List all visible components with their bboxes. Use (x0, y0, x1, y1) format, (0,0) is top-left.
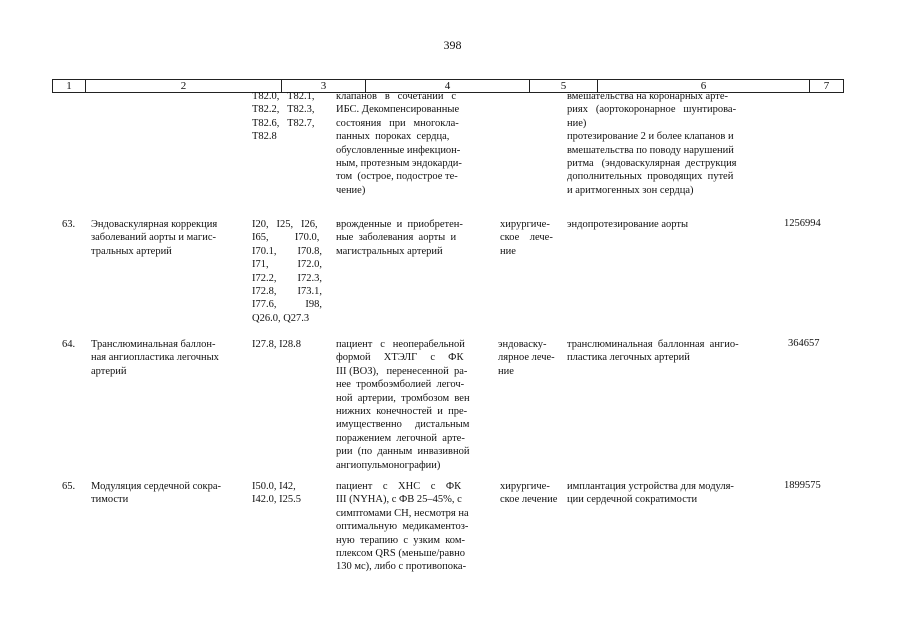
row-64-patient-model: пациент с неоперабельной формой ХТЭЛГ с ФК III (ВОЗ), перенесенной ра- нее тромбоэмболией легоч- ной артерии, тромбозом вен нижних конечностей и пре- имущественно дистальным поражением легочной арте- рии (по данным инвазивной ангиопульмонографии) (336, 339, 470, 471)
row-65-method: имплантация устройства для модуля- ции сердечной сократимости (567, 481, 734, 506)
row-64-number: 64. (62, 339, 76, 350)
page-number: 398 (443, 38, 462, 52)
row-65-cost: 1899575 (784, 480, 821, 491)
row-65-treatment: хирургиче- ское лечение (500, 481, 558, 506)
row-63-treatment: хирургиче- ское лече- ние (500, 219, 553, 257)
row-64-codes: I27.8, I28.8 (252, 339, 301, 350)
cont-patient-model: клапанов в сочетании с ИБС. Декомпенсированные состояния при многокла- панных пороках сердца, обусловленные инфекцион- ным, протезным эндокарди- том (острое, подострое те- чение) (336, 91, 462, 196)
row-65-number: 65. (62, 481, 76, 492)
row-64-method: транслюминальная баллонная ангио- пластика легочных артерий (567, 339, 739, 364)
header-col-6: 6 (598, 80, 810, 92)
header-col-7: 7 (810, 80, 844, 92)
header-col-5: 5 (530, 80, 598, 92)
row-63-patient-model: врожденные и приобретен- ные заболевания аорты и магистральных артерий (336, 219, 463, 257)
row-63-name: Эндоваскулярная коррекция заболеваний аорты и магис- тральных артерий (91, 219, 218, 257)
header-col-4: 4 (366, 80, 530, 92)
row-65-patient-model: пациент с ХНС с ФК III (NYHA), с ФВ 25–45%, с симптомами СН, несмотря на оптимальную медикаментоз- ную терапию с узким ком- плексом QRS (меньше/равно 130 мс), либо с противопока- (336, 481, 469, 573)
row-64-treatment: эндоваску- лярное лече- ние (498, 339, 555, 377)
row-65-name: Модуляция сердечной сокра- тимости (91, 481, 222, 506)
row-64-cost: 364657 (788, 338, 820, 349)
header-col-1: 1 (52, 80, 86, 92)
row-63-method: эндопротезирование аорты (567, 219, 689, 230)
cont-codes: T82.0, T82.1, T82.2, T82.3, T82.6, T82.7, T82.8 (252, 91, 315, 143)
header-col-3: 3 (282, 80, 366, 92)
row-63-codes: I20, I25, I26, I65, I70.0, I70.1, I70.8, I71, I72.0, I72.2, I72.3, I72.8, I73.1, I77.6, I98, Q26.0, Q27.3 (252, 219, 322, 324)
row-65-codes: I50.0, I42, I42.0, I25.5 (252, 481, 301, 506)
row-64-name: Транслюминальная баллон- ная ангиопластика легочных артерий (91, 339, 219, 377)
row-63-cost: 1256994 (784, 218, 821, 229)
header-col-2: 2 (86, 80, 282, 92)
cont-method: вмешательства на коронарных арте- риях (аортокоронарное шунтирова- ние) протезирование 2 и более клапанов и вмешательства по поводу нарушений ритма (эндоваскулярная деструкция дополнительных проводящих путей и аритмогенных зон сердца) (567, 91, 737, 196)
row-63-number: 63. (62, 219, 76, 230)
